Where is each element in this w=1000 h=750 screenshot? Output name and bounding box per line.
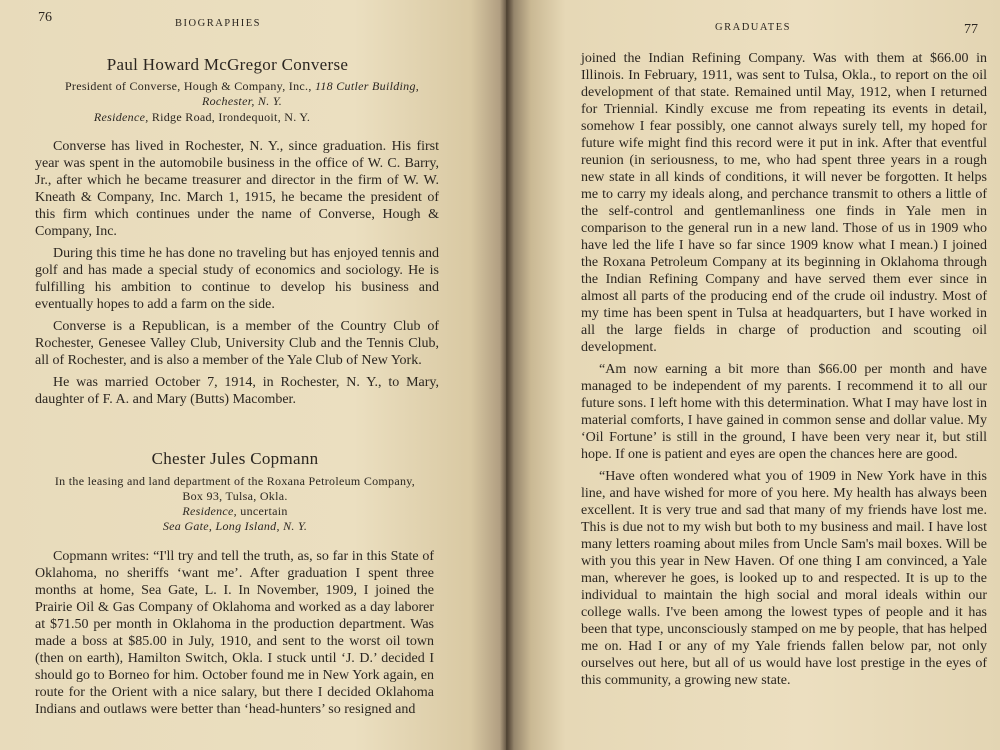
continuation-text-copmann <box>581 50 987 694</box>
page-number-left: 76 <box>38 10 52 25</box>
paragraph: “Have often wondered what you of 1909 in New York have in this line, and have wished for more of you here. My health has always been excellent. It is very true and sad that many of my friends have lost me. This is due not to my wish but both to my business and mail. I have lost many letters roaming about miles from Uncle Sam's mail boxes. Will be with you this year in New Haven. Of one thing I am convinced, a Yale man, wherever he goes, is looked up to and respected. It is up to the individual to maintain the high social and moral ideals within our college walls. I've been among the lowest types of people and it has been that type, unconsciously stamped on me by people, that has helped me on. Had I or any of my Yale friends fallen below par, not only ourselves out here, but all of us would have lost prestige in the eyes of this community, a growing new state. <box>581 469 987 688</box>
bio-name-converse: Paul Howard McGregor Converse <box>106 55 349 74</box>
running-head-right: GRADUATES <box>715 22 791 33</box>
bio-residence-line2-copmann: Sea Gate, Long Island, N. Y. <box>162 519 308 533</box>
bio-text-copmann <box>35 548 434 723</box>
book-gutter <box>500 0 514 750</box>
right-page <box>506 0 1000 750</box>
bio-position-city-converse: Rochester, N. Y. <box>201 94 283 108</box>
bio-position-copmann: In the leasing and land department of the Roxana Petroleum Company, <box>54 474 416 488</box>
bio-residence-converse: Residence, Ridge Road, Irondequoit, N. Y. <box>93 110 311 124</box>
running-head-left: BIOGRAPHIES <box>175 18 261 29</box>
paragraph: During this time he has done no traveling but has enjoyed tennis and golf and has made a special study of economics and sociology. He is fulfilling his ambition to continue to develop his business and eventually hopes to add a farm on the side. <box>35 246 439 312</box>
bio-position-converse: President of Converse, Hough & Company, Inc., 118 Cutler Building, <box>64 79 420 93</box>
bio-text-converse <box>35 138 439 413</box>
paragraph: He was married October 7, 1914, in Rochester, N. Y., to Mary, daughter of F. A. and Mary (Butts) Macomber. <box>35 375 439 407</box>
paragraph: “Am now earning a bit more than $66.00 per month and have managed to be independent of my parents. I recommend it to all our future sons. I left home with this determination. What I may have lost in material comforts, I have gained in common sense and dollar value. My ‘Oil Fortune’ is still in the ground, I have been very near it, but still hope. If one is patient and eyes are open the chances here are good. <box>581 362 987 462</box>
paragraph: Converse is a Republican, is a member of the Country Club of Rochester, Genesee Valley Club, University Club and the Tennis Club, all of Rochester, and is also a member of the Yale Club of New York. <box>35 319 439 368</box>
paragraph: joined the Indian Refining Company. Was with them at $66.00 in Illinois. In February, 1911, was sent to Tulsa, Okla., to report on the oil development of that state. Remained until May, 1912, when I returned for Triennial. Kindly excuse me from repeating its events in detail, somehow I fear possibly, one cannot always surely tell, my hoped for future wife might find this record were it put in ink. After that eventful reunion (in seriousness, to me, who had spent three years in a rough new state in all kinds of conditions, it will never be forgotten. It helps me to carry my ideals along, and perchance transmit to others a little of the self-control and gentlemanliness one finds in Yale men in comparison to the general run in a new land. Those of us in 1909 who have led the life I have so far since 1909 know what I mean.) I joined the Roxana Petroleum Company at its beginning in Oklahoma through the Indian Refining Company and have served them ever since in almost all parts of the producing end of the crude oil industry. Most of my time has been spent in Tulsa at headquarters, but I have worked in all the large fields in charge of production and scouting oil development. <box>581 51 987 355</box>
bio-residence-copmann: Residence, uncertain <box>182 504 288 518</box>
bio-name-copmann: Chester Jules Copmann <box>151 449 319 468</box>
paragraph: Converse has lived in Rochester, N. Y., since graduation. His first year was spent in the automobile business in the office of W. C. Barry, Jr., after which he became treasurer and director in the firm of W. W. Kneath & Company, Inc. March 1, 1915, he became the president of this firm which continues under the name of Converse, Hough & Company, Inc. <box>35 139 439 239</box>
paragraph: Copmann writes: “I'll try and tell the truth, as, so far in this State of Oklahoma, no sheriffs ‘want me’. After graduation I spent three months at home, Sea Gate, L. I. In November, 1909, I joined the Prairie Oil & Gas Company of Oklahoma and worked as a day laborer at $71.50 per month in Oklahoma in the production department. Was made a boss at $85.00 in July, 1910, and sent to the worst oil town (then on earth), Hamilton Switch, Okla. I stuck until ‘J. D.’ decided I should go to Borneo for him. October found me in New York again, en route for the Orient with a nice salary, but there I decided Oklahoma Indians and outlaws were better than ‘head-hunters’ so resigned and <box>35 549 434 717</box>
bio-address-copmann: Box 93, Tulsa, Okla. <box>182 489 288 503</box>
page-number-right: 77 <box>964 22 978 37</box>
